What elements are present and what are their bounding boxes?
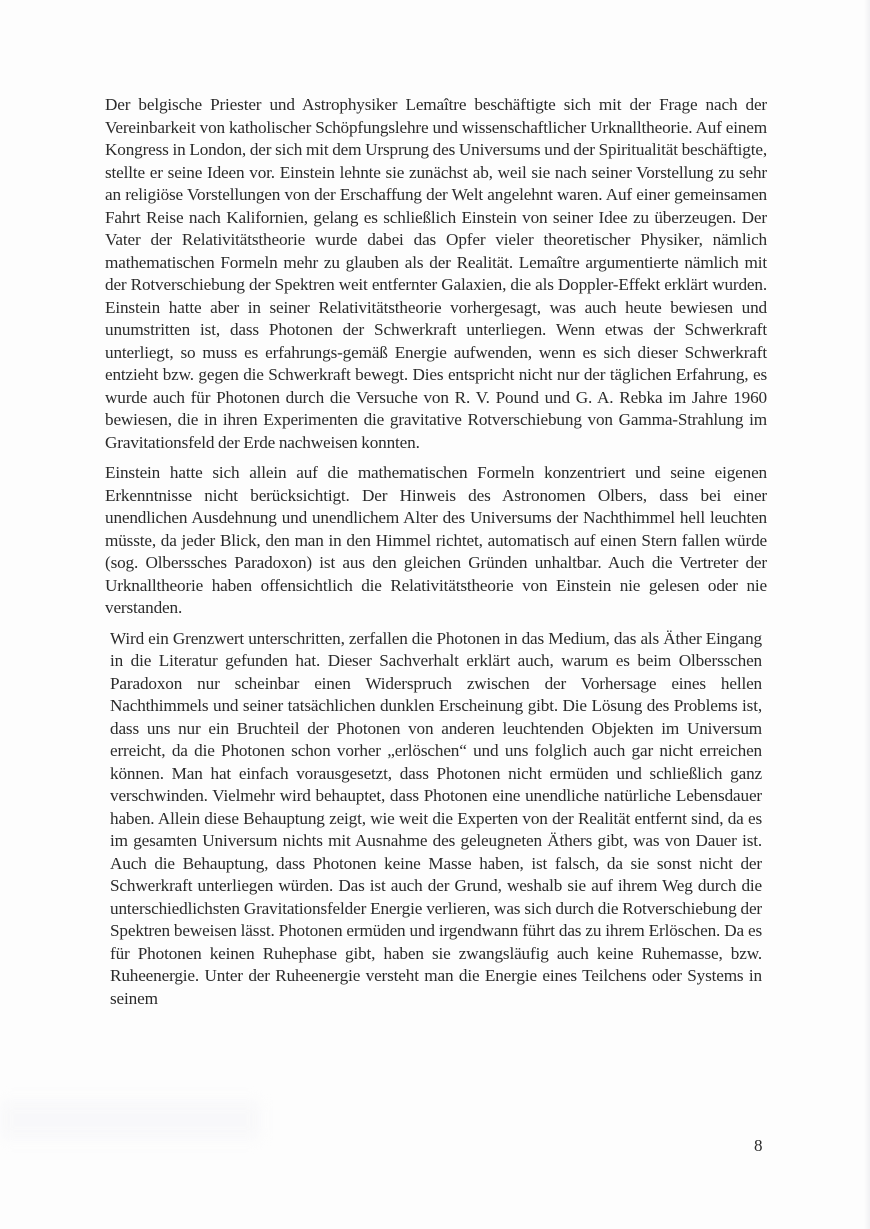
- page-number: 8: [754, 1136, 763, 1155]
- body-text: [105, 94, 767, 1010]
- page-edge-shadow: [864, 0, 870, 1229]
- paragraph-lemaitre: Der belgische Priester und Astrophysiker Lemaître beschäftigte sich mit der Frage nach der Vereinbarkeit von katholischer Schöpfungslehre und wissenschaftlicher Urknalltheorie. Auf einem Kongress in London, der sich mit dem Ursprung des Universums und der Spiritualität beschäftigte, stellte er seine Ideen vor. Einstein lehnte sie zunächst ab, weil sie nach seiner Vorstellung zu sehr an religiöse Vorstellungen von der Erschaffung der Welt angelehnt waren. Auf einer gemeinsamen Fahrt Reise nach Kalifornien, gelang es schließlich Einstein von seiner Idee zu überzeugen. Der Vater der Relativitätstheorie wurde dabei das Opfer vieler theoretischer Physiker, nämlich mathematischen Formeln mehr zu glauben als der Realität. Lemaître argumentierte nämlich mit der Rotverschiebung der Spektren weit entfernter Galaxien, die als Doppler-Effekt erklärt wurden. Einstein hatte aber in seiner Relativitätstheorie vorhergesagt, was auch heute bewiesen und unumstritten ist, dass Photonen der Schwerkraft unterliegen. Wenn etwas der Schwerkraft unterliegt, so muss es erfahrungs-gemäß Energie aufwenden, wenn es sich dieser Schwerkraft entzieht bzw. gegen die Schwerkraft bewegt. Dies entspricht nicht nur der täglichen Erfahrung, es wurde auch für Photonen durch die Versuche von R. V. Pound und G. A. Rebka im Jahre 1960 bewiesen, die in ihren Experimenten die gravitative Rotverschiebung von Gamma-Strahlung im Gravitationsfeld der Erde nachweisen konnten.: [105, 95, 767, 452]
- paragraph-olbers: Einstein hatte sich allein auf die mathematischen Formeln konzentriert und seine eigenen Erkenntnisse nicht berücksichtigt. Der Hinweis des Astronomen Olbers, dass bei einer unendlichen Ausdehnung und unendlichem Alter des Universums der Nachthimmel hell leuchten müsste, da jeder Blick, den man in den Himmel richtet, automatisch auf einen Stern fallen würde (sog. Olberssches Paradoxon) ist aus den gleichen Gründen unhaltbar. Auch die Vertreter der Urknalltheorie haben offensichtlich die Relativitätstheorie von Einstein nie gelesen oder nie verstanden.: [105, 463, 767, 617]
- scan-artifact: [0, 1100, 260, 1140]
- paragraph-photonen: Wird ein Grenzwert unterschritten, zerfallen die Photonen in das Medium, das als Äther Eingang in die Literatur gefunden hat. Dieser Sachverhalt erklärt auch, warum es beim Olbersschen Paradoxon nur scheinbar einen Widerspruch zwischen der Vorhersage eines hellen Nachthimmels und seiner tatsächlichen dunklen Erscheinung gibt. Die Lösung des Problems ist, dass uns nur ein Bruchteil der Photonen von anderen leuchtenden Objekten im Universum erreicht, da die Photonen schon vorher „erlöschen“ und uns folglich auch gar nicht erreichen können. Man hat einfach vorausgesetzt, dass Photonen nicht ermüden und schließlich ganz verschwinden. Vielmehr wird behauptet, dass Photonen eine unendliche natürliche Lebensdauer haben. Allein diese Behauptung zeigt, wie weit die Experten von der Realität entfernt sind, da es im gesamten Universum nichts mit Ausnahme des geleugneten Äthers gibt, was von Dauer ist. Auch die Behauptung, dass Photonen keine Masse haben, ist falsch, da sie sonst nicht der Schwerkraft unterliegen würden. Das ist auch der Grund, weshalb sie auf ihrem Weg durch die unterschiedlichsten Gravitationsfelder Energie verlieren, was sich durch die Rotverschiebung der Spektren beweisen lässt. Photonen ermüden und irgendwann führt das zu ihrem Erlöschen. Da es für Photonen keinen Ruhephase gibt, haben sie zwangsläufig auch keine Ruhemasse, bzw. Ruheenergie. Unter der Ruheenergie versteht man die Energie eines Teilchens oder Systems in seinem: [110, 628, 762, 1008]
